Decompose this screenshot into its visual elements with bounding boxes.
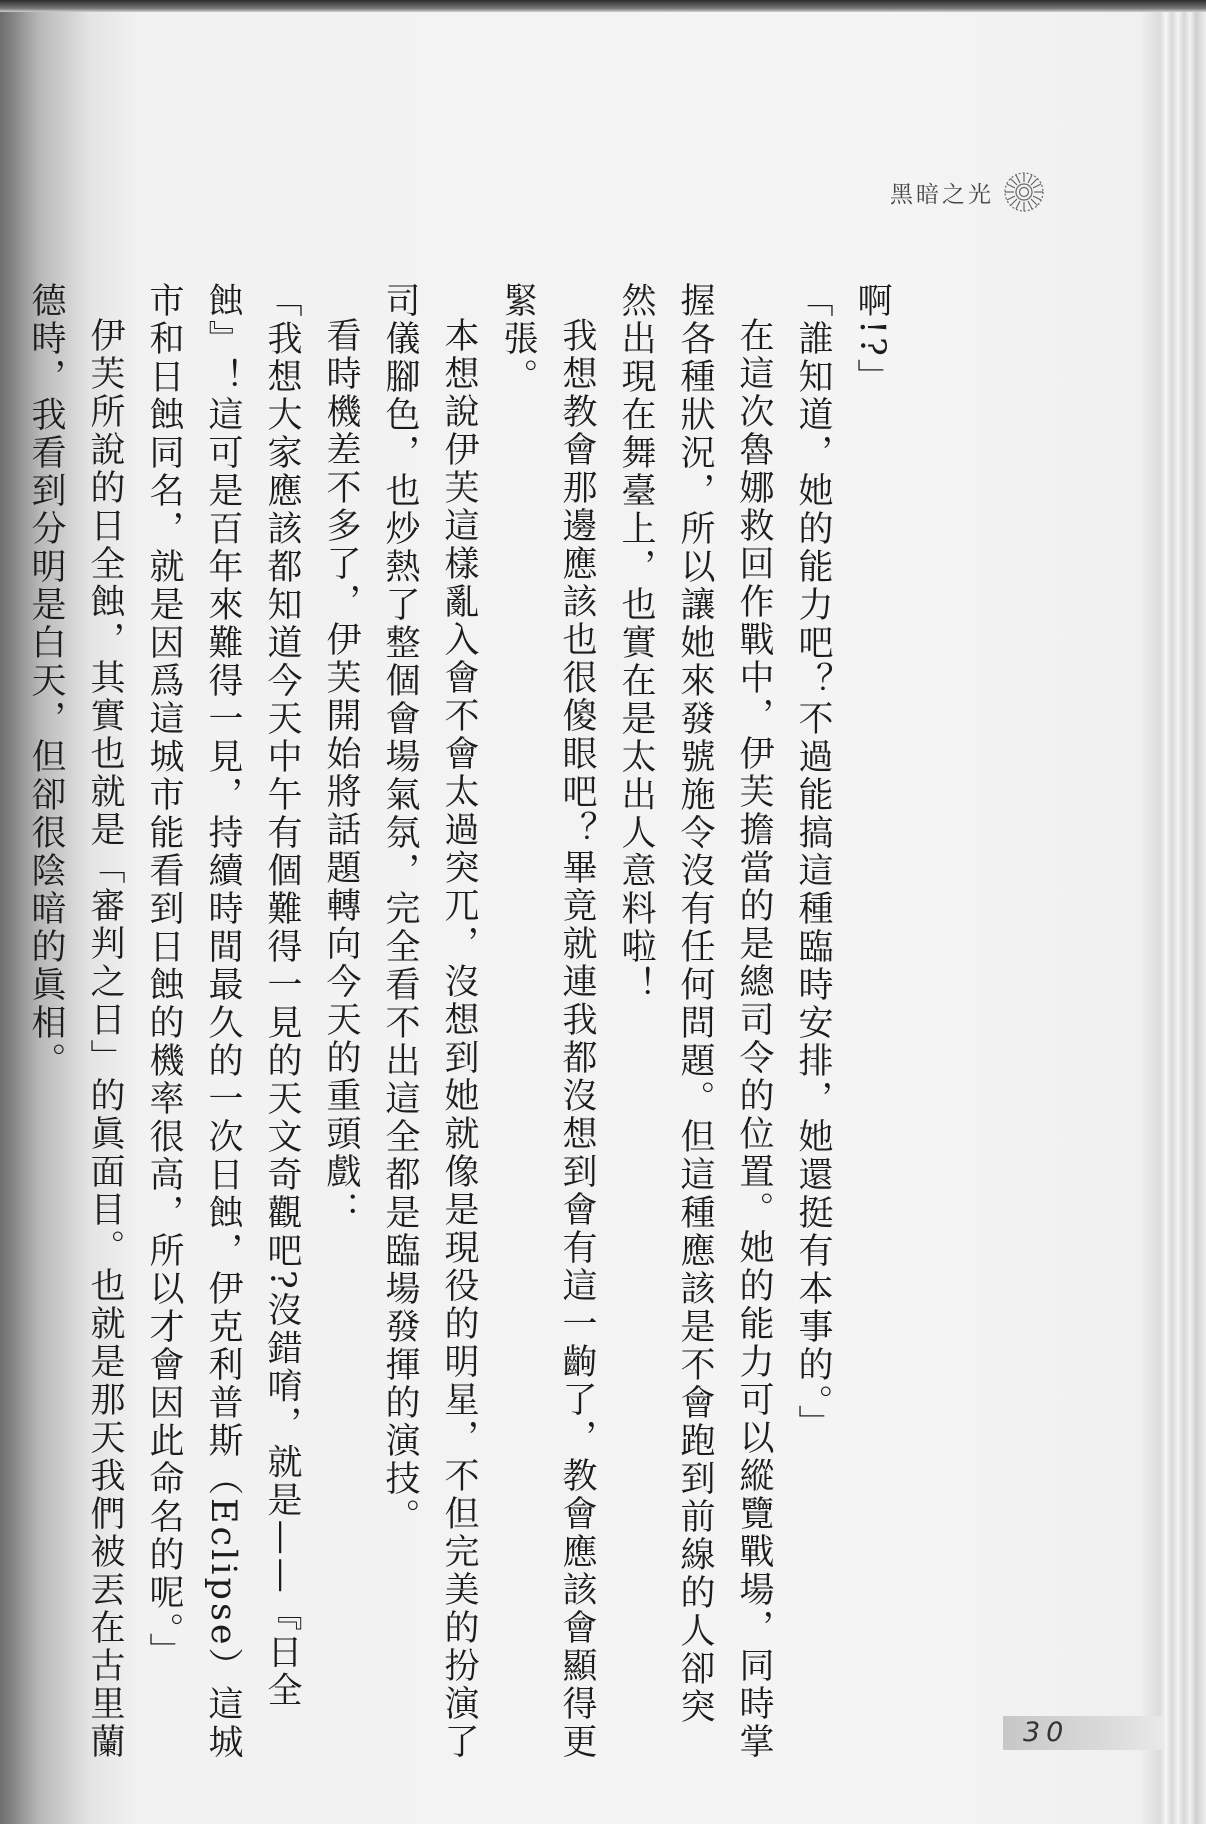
sun-ornament-icon: [1002, 170, 1046, 214]
page-top-edge: [0, 0, 1206, 12]
paragraph-5: 本想說伊芙這樣亂入會不會太過突兀，沒想到她就像是現役的明星，不但完美的扮演了司儀腳色，也炒熱了整個會場氣氛，完全看不出這全都是臨場發揮的演技。: [380, 282, 479, 1761]
paragraph-8: 伊芙所說的日全蝕，其實也就是「審判之日」的眞面目。也就是那天我們被丟在古里蘭德時，我看到分明是白天，但卻很陰暗的眞相。: [26, 282, 125, 1761]
paragraph-3: 在這次魯娜救回作戰中，伊芙擔當的是總司令的位置。她的能力可以縱覽戰場，同時掌握各種狀況，所以讓她來發號施令沒有任何問題。但這種應該是不會跑到前線的人卻突然出現在舞臺上，也實在是太出人意料啦！: [616, 282, 774, 1761]
paragraph-4: 我想教會那邊應該也很傻眼吧？畢竟就連我都沒想到會有這一齣了，教會應該會顯得更緊張。: [498, 282, 597, 1761]
paragraph-6: 看時機差不多了，伊芙開始將話題轉向今天的重頭戲：: [321, 317, 361, 1229]
page-number-band: [1003, 1716, 1163, 1750]
paragraph-2: 「誰知道，她的能力吧？不過能搞這種臨時安排，她還挺有本事的。」: [793, 282, 833, 1443]
running-header: [890, 172, 1046, 212]
paragraph-7: 「我想大家應該都知道今天中午有個難得一見的天文奇觀吧?沒錯唷，就是——『日全蝕』！這可是百年來難得一見，持續時間最久的一次日蝕，伊克利普斯（Eclipse）這城市和日蝕同名，就是因爲這城市能看到日蝕的機率很高，所以才會因此命名的呢。」: [144, 282, 302, 1762]
paragraph-1: 啊!?」: [852, 282, 892, 397]
page-number: 30: [1023, 1717, 1070, 1748]
book-title: 黑暗之光: [890, 181, 994, 208]
vertical-body-text: [16, 282, 901, 1762]
